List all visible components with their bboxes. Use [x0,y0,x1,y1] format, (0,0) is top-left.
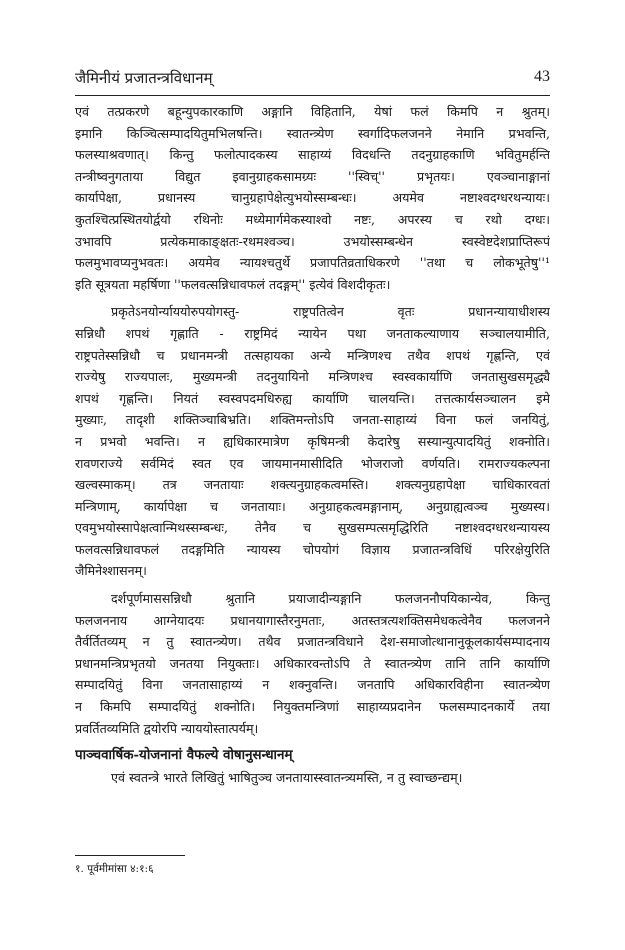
text-line: मुख्याः, तादृशी शक्तिञ्चाबिभ्रति। शक्तिमन्तोऽपि जनता-साहाय्यं विना फलं जनयितुं, [75,412,550,428]
text-line: न प्रभवो भवन्ति। न ह्यधिकारमात्रेण कृषिमन्त्री केदारेषु सस्यान्युत्पादयितुं शक्नोति। [75,433,550,449]
text-line: फलस्याश्रवणात्। किन्तु फलोत्पादकस्य साहाय्यं विदधन्ति तदनुग्राहकाणि भवितुमर्हन्ति [75,147,550,163]
text-line: राष्ट्रपतेस्सन्निधौ च प्रधानमन्त्री तत्सहायका अन्ये मन्त्रिणश्च तथैव शपथं गृह्णन्ति, एवं [75,347,550,363]
text-line: तैर्वर्तितव्यम् न तु स्वातन्त्र्येण। तथैव प्रजातन्त्रविधाने देश-समाजोत्थानानुकूलकार्यसम्पादनाय [75,634,550,650]
text-line: न किमपि सम्पादयितुं शक्नोति। नियुक्तमन्त्रिणां साहाय्यप्रदानेन फलसम्पादनकार्ये तया [75,699,550,715]
text-line: प्रकृतेऽनयोर्न्याययोरुपयोगस्तु- राष्ट्रपतित्वेन वृतः प्रधानन्यायाधीशस्य [111,304,550,320]
paragraph [75,301,550,582]
closing-line: एवं स्वतन्त्रे भारते लिखितुं भाषितुञ्च जनतायास्स्वातन्त्र्यमस्ति, न तु स्वाच्छन्द्यम्। [111,770,463,786]
text-line: एवमुभयोस्सापेक्षत्वान्मिथस्सम्बन्धः, तेनैव च सुखसम्पत्समृद्धिरिति नष्टाश्वदग्धरथन्यायस्य [75,520,550,536]
paragraph [75,588,550,739]
text-line: सम्पादयितुं विना जनतासाहाय्यं न शक्नुवन्ति। जनतापि अधिकारविहीना स्वातन्त्र्येण [75,677,550,693]
text-line: उभावपि प्रत्येकमाकाङ्क्षतः-रथमश्वञ्च। उभयोस्सम्बन्धेन स्वस्वेष्टदेशप्राप्तिरूपं [75,233,550,249]
text-line: प्रवर्तितव्यमिति द्वयोरपि न्याययोस्तात्पर्यम्। [75,720,259,736]
text-line: एवं तत्प्रकरणे बहून्युपकारकाणि अङ्गानि विहितानि, येषां फलं किमपि न श्रुतम्। [75,104,550,119]
running-header [75,68,550,90]
text-line: दर्शपूर्णमाससन्निधौ श्रुतानि प्रयाजादीन्यङ्गानि फलजननौपयिकान्येव, किन्तु [111,591,550,607]
header-rule [75,95,550,96]
text-line: कार्यापेक्षा, प्रधानस्य चानुग्रहापेक्षेत्युभयोस्सम्बन्धः। अयमेव नष्टाश्वदग्धरथन्यायः। [75,190,550,206]
text-line: फलमुभावप्यनुभवतः। अयमेव न्यायश्चतुर्थे प्रजापतिव्रताधिकरणे ''तथा च लोकभूतेषु''¹ [75,255,550,271]
text-line: सन्निधौ शपथं गृह्णाति - राष्ट्रमिदं न्यायेन पथा जनताकल्याणाय सञ्चालयामीति, [75,325,550,341]
text-line: फलजननाय आग्नेयादयः प्रधानयागास्तैरनुमताः, अतस्तत्रत्यशक्तिसमेधकत्वेनैव फलजनने [75,612,550,628]
paragraph [75,101,550,295]
footnote-rule [75,855,185,856]
running-title: जैमिनीयं प्रजातन्त्रविधानम् [75,69,213,87]
paragraphs [75,101,550,739]
text-line: प्रधानमन्त्रिप्रभृतयो जनतया नियुक्ताः। अधिकारवन्तोऽपि ते स्वातन्त्र्येण तानि तानि कार्याणि [75,655,550,671]
text-line: कुतश्चित्प्रस्थितयोर्द्वयो रथिनोः मध्येमार्गमेकस्याश्वो नष्टः, अपरस्य च रथो दग्धः। [75,211,550,227]
text-line: जैमिनेश्शासनम्। [75,563,147,579]
page-number: 43 [534,68,550,85]
body-text [75,101,550,789]
text-line: खल्वस्माकम्। तत्र जनतायाः शक्त्यनुग्राहकत्वमस्ति। शक्त्यनुग्रहापेक्षा चाधिकारवतां [75,477,550,493]
text-line: इति सूत्रयता महर्षिणा ''फलवत्सन्निधावफलं तदङ्गम्'' इत्येवं विशदीकृतः। [75,276,391,292]
text-line: राज्येषु राज्यपालः, मुख्यमन्त्री तदनुयायिनो मन्त्रिणश्च स्वस्वकार्याणि जनतासुखसमृद्ध्यै [75,369,550,385]
section-heading: पाञ्चवार्षिक-योजनानां वैफल्ये वोषानुसन्धानम् [75,747,293,764]
footnote: १. पूर्वमीमांसा ४:१:६ [75,863,154,875]
text-line: फलवत्सन्निधावफलं तदङ्गमिति न्यायस्य चोपयोगं विज्ञाय प्रजातन्त्रविधिं परिरक्षेयुरिति [75,541,550,557]
text-line: तन्त्रीष्वनुगताया विद्युत इवानुग्राहकसामग्र्यः ''स्विच्'' प्रभृतयः। एवञ्चानाङ्गानां [75,168,550,184]
text-line: इमानि किञ्चित्सम्पादयितुमभिलषन्ति। स्वातन्त्र्येण स्वर्गादिफलजनने नेमानि प्रभवन्ति, [75,125,550,141]
text-line: शपथं गृह्णन्ति। नियतं स्वस्वपदमधिरुह्य कार्याणि चालयन्ति। तत्तत्कार्यसञ्चालन इमे [75,390,550,406]
text-line: रावणराज्ये सर्वमिदं स्वत एव जायमानमासीदिति भोजराजो वर्णयति। रामराज्यकल्पना [75,455,550,471]
text-line: मन्त्रिणाम्, कार्यापेक्षा च जनतायाः। अनुग्राहकत्वमङ्गानाम्, अनुग्राह्यत्वञ्च मुख्यस्य। [75,498,550,514]
